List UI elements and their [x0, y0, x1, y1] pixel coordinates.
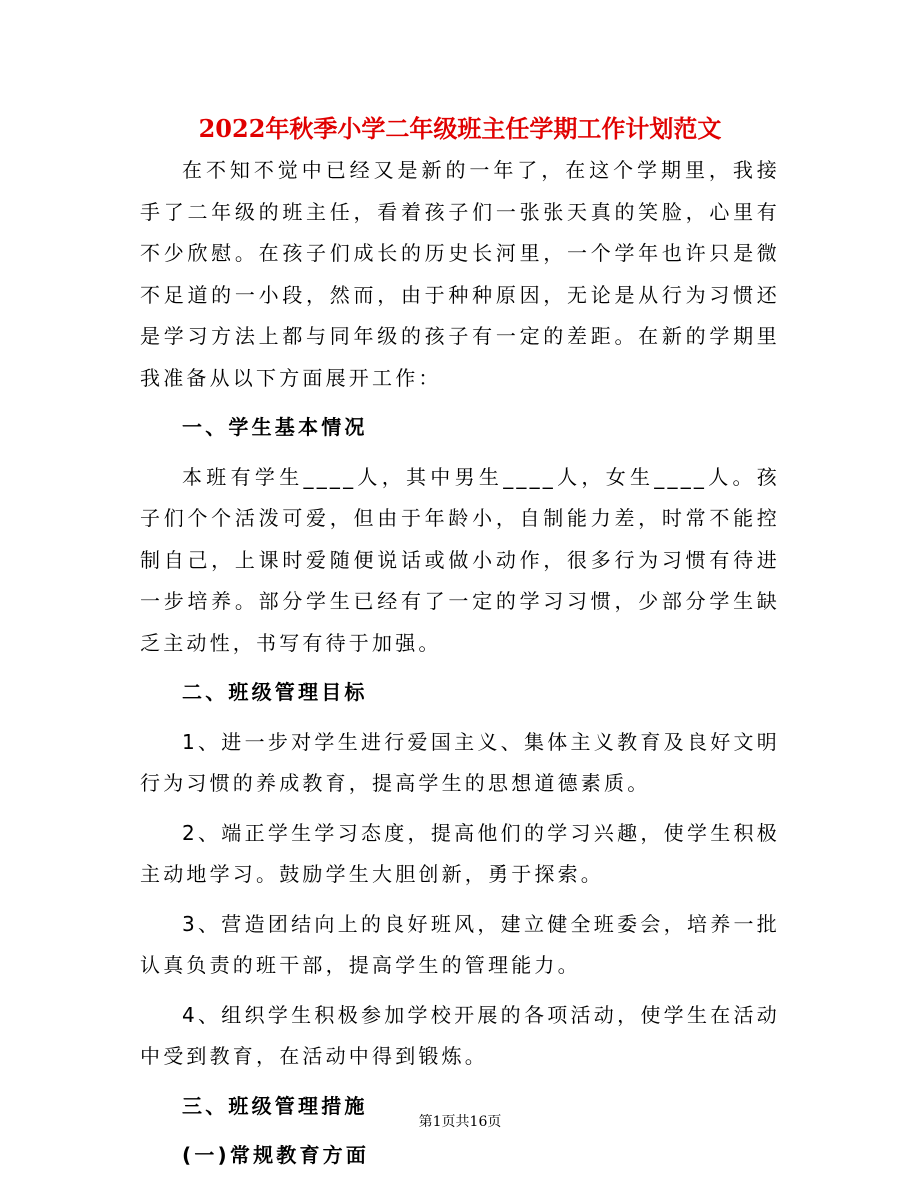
document-title: 2022年秋季小学二年级班主任学期工作计划范文: [198, 114, 722, 143]
goal-item-2: 2、端正学生学习态度，提高他们的学习兴趣，使学生积极主动地学习。鼓励学生大胆创新，勇于探索。: [140, 820, 780, 886]
goal-item-4: 4、组织学生积极参加学校开展的各项活动，使学生在活动中受到教育，在活动中得到锻炼。: [140, 1002, 780, 1068]
goal-item-1: 1、进一步对学生进行爱国主义、集体主义教育及良好文明行为习惯的养成教育，提高学生的思想道德素质。: [140, 729, 780, 795]
goal-item-3: 3、营造团结向上的良好班风，建立健全班委会，培养一批认真负责的班干部，提高学生的管理能力。: [140, 911, 780, 977]
document-body: [140, 150, 780, 1177]
section-heading-management-goals: 二、班级管理目标: [182, 680, 368, 704]
student-info-paragraph: 本班有学生____人，其中男生____人，女生____人。孩子们个个活泼可爱，但由于年龄小，自制能力差，时常不能控制自己，上课时爱随便说话或做小动作，很多行为习惯有待进一步培养。部分学生已经有了一定的学习习惯，少部分学生缺乏主动性，书写有待于加强。: [140, 464, 780, 655]
subsection-heading-routine-education: (一)常规教育方面: [182, 1143, 370, 1167]
page-number-footer: 第1页共16页: [418, 1114, 502, 1130]
section-heading-management-measures: 三、班级管理措施: [182, 1093, 368, 1118]
section-heading-student-info: 一、学生基本情况: [182, 415, 368, 439]
intro-paragraph: 在不知不觉中已经又是新的一年了，在这个学期里，我接手了二年级的班主任，看着孩子们一张张天真的笑脸，心里有不少欣慰。在孩子们成长的历史长河里，一个学年也许只是微不足道的一小段，然而，由于种种原因，无论是从行为习惯还是学习方法上都与同年级的孩子有一定的差距。在新的学期里我准备从以下方面展开工作：: [140, 158, 780, 390]
